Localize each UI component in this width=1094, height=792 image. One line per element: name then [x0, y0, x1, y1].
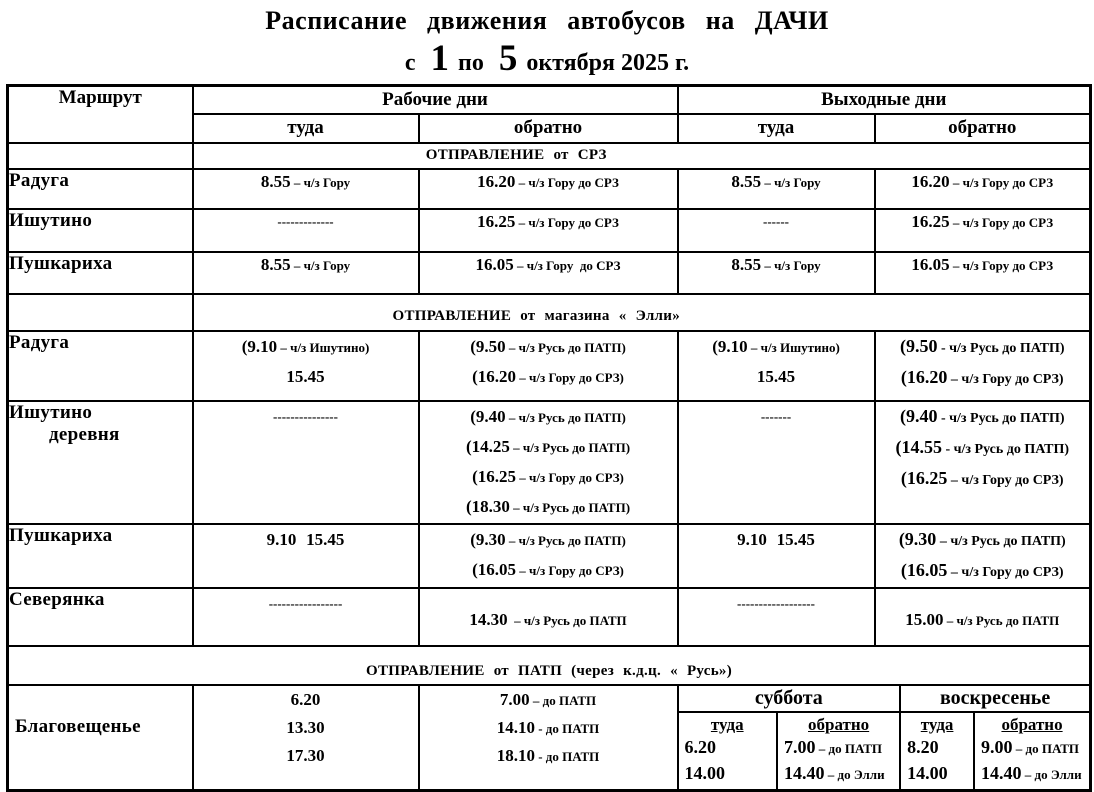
route-name-cell: [8, 252, 193, 294]
weekend-time-cell: 14.00: [900, 763, 974, 789]
weekend-time-cell: 14.00: [679, 763, 778, 789]
schedule-line: 8.55 – ч/з Гору: [731, 171, 821, 191]
weekend-days-row: [679, 686, 1090, 712]
col-header-workdays-back: обратно: [419, 114, 678, 143]
schedule-row: [8, 401, 1091, 524]
weekend-time-cell: 14.40 – до Элли: [981, 762, 1082, 783]
schedule-line: 14.10 - до ПАТП: [496, 717, 600, 737]
weekend-time-cell: 6.20: [679, 737, 778, 763]
route-name-cell: [8, 524, 193, 588]
section-title: ОТПРАВЛЕНИЕ от СРЗ: [193, 143, 1091, 169]
schedule-line: (14.55 - ч/з Русь до ПАТП): [895, 436, 1070, 457]
schedule-row: [8, 169, 1091, 209]
schedule-line: 15.00 – ч/з Русь до ПАТП: [905, 609, 1060, 629]
schedule-row: [8, 524, 1091, 588]
time-cell: [419, 252, 678, 294]
schedule-line: 8.55 – ч/з Гору: [731, 254, 821, 274]
route-name: Благовещенье: [15, 715, 141, 737]
weekend-times-row: [679, 763, 1090, 789]
weekend-subtable-cell: [678, 685, 1091, 791]
time-cell: [193, 524, 419, 588]
weekend-time-cell: 8.20: [900, 737, 974, 763]
route-name: Ишутино: [9, 401, 93, 423]
weekend-time-cell: 7.00 – до ПАТП: [777, 737, 900, 763]
schedule-line: -------: [760, 408, 792, 424]
schedule-line: 9.10 15.45: [266, 529, 345, 549]
time-cell: [419, 524, 678, 588]
sunday-back-header: обратно: [1001, 714, 1063, 734]
subtitle-mid: по: [458, 50, 484, 76]
section-title-spacer: [8, 294, 193, 331]
schedule-line: 17.30: [286, 745, 325, 765]
schedule-line: (9.10 – ч/з Ишутино): [241, 336, 370, 356]
schedule-line: 16.25 – ч/з Гору до СРЗ: [911, 211, 1054, 231]
subtitle-day-to: 5: [498, 38, 518, 79]
time-cell: [875, 588, 1091, 646]
schedule-line: 15.45: [756, 366, 796, 386]
schedule-line: 16.20 – ч/з Гору до СРЗ: [911, 171, 1054, 191]
time-cell: [875, 252, 1091, 294]
schedule-line: (16.25 – ч/з Гору до СРЗ): [472, 466, 624, 486]
schedule-line: 14.30 – ч/з Русь до ПАТП: [469, 609, 627, 629]
time-cell: [678, 401, 875, 524]
col-header-workdays: Рабочие дни: [193, 86, 678, 114]
time-cell: [678, 252, 875, 294]
schedule-row: [8, 588, 1091, 646]
weekend-direction-row: [679, 712, 1090, 737]
time-cell: [193, 209, 419, 252]
route-name-cell: [8, 331, 193, 401]
weekend-subtable: [679, 686, 1090, 789]
time-cell: [678, 524, 875, 588]
col-header-workdays-there: туда: [193, 114, 419, 143]
schedule-line: (9.30 – ч/з Русь до ПАТП): [470, 529, 626, 549]
section-title-spacer: [8, 143, 193, 169]
col-header-weekends-there: туда: [678, 114, 875, 143]
schedule-line: 15.45: [286, 366, 325, 386]
schedule-line: 9.10 15.45: [737, 529, 815, 549]
route-name-cell: [8, 685, 193, 791]
schedule-line: (18.30 – ч/з Русь до ПАТП): [465, 496, 631, 516]
schedule-line: (16.05 – ч/з Гору до СРЗ): [472, 559, 624, 579]
schedule-line: (16.25 – ч/з Гору до СРЗ): [900, 467, 1064, 488]
schedule-row: [8, 252, 1091, 294]
saturday-header: суббота: [679, 686, 901, 712]
table-header-row-1: [8, 86, 1091, 114]
schedule-row: [8, 685, 1091, 791]
page-title: Расписание движения автобусов на ДАЧИ: [265, 6, 829, 35]
subtitle-day-from: 1: [430, 38, 449, 79]
schedule-row: [8, 331, 1091, 401]
section-header-row: [8, 294, 1091, 331]
time-cell: [193, 252, 419, 294]
schedule-line: 18.10 - до ПАТП: [496, 745, 600, 765]
saturday-back-header: обратно: [777, 712, 900, 737]
schedule-line: 7.00 – до ПАТП: [499, 689, 597, 709]
time-cell: [678, 331, 875, 401]
time-cell: [875, 524, 1091, 588]
col-header-weekends-back: обратно: [875, 114, 1091, 143]
schedule-line: 16.05 – ч/з Гору до СРЗ: [911, 254, 1054, 274]
weekend-time-cell: 9.00 – до ПАТП: [981, 736, 1080, 757]
time-cell: [193, 169, 419, 209]
schedule-line: (14.25 – ч/з Русь до ПАТП): [465, 436, 631, 456]
schedule-line: (9.40 - ч/з Русь до ПАТП): [899, 405, 1065, 426]
section-title: ОТПРАВЛЕНИЕ от магазина « Элли»: [193, 294, 1091, 331]
section-header-row: [8, 143, 1091, 169]
schedule-line: ------------------: [737, 595, 815, 611]
schedule-line: (16.20 – ч/з Гору до СРЗ): [900, 366, 1064, 387]
time-cell: [419, 209, 678, 252]
route-name: Радуга: [9, 331, 70, 353]
schedule-line: (9.40 – ч/з Русь до ПАТП): [470, 406, 626, 426]
time-cell: [875, 401, 1091, 524]
col-header-weekends: Выходные дни: [678, 86, 1091, 114]
schedule-line: 13.30: [286, 717, 325, 737]
sunday-there-header: туда: [900, 712, 974, 737]
section-header-row: [8, 646, 1091, 685]
route-name: Пушкариха: [9, 252, 113, 274]
time-cell: [875, 209, 1091, 252]
schedule-line: -----------------: [268, 595, 343, 611]
route-name-cell: [8, 169, 193, 209]
schedule-line: (16.20 – ч/з Гору до СРЗ): [472, 366, 624, 386]
time-cell: [875, 169, 1091, 209]
col-header-route: Маршрут: [8, 86, 193, 143]
schedule-line: (9.30 – ч/з Русь до ПАТП): [898, 528, 1066, 549]
route-name: Ишутино: [9, 209, 93, 231]
time-cell: [419, 331, 678, 401]
time-cell: [193, 685, 419, 791]
route-name: Северянка: [9, 588, 105, 610]
route-name-cell: [8, 588, 193, 646]
time-cell: [419, 588, 678, 646]
time-cell: [678, 588, 875, 646]
sunday-header: воскресенье: [900, 686, 1089, 712]
page-subtitle: [0, 37, 1094, 80]
time-cell: [419, 685, 678, 791]
time-cell: [193, 588, 419, 646]
schedule-line: (9.50 - ч/з Русь до ПАТП): [899, 335, 1065, 356]
schedule-table: [6, 84, 1092, 792]
schedule-line: (9.10 – ч/з Ишутино): [712, 336, 840, 356]
section-title: ОТПРАВЛЕНИЕ от ПАТП (через к.д.ц. « Русь»): [8, 646, 1091, 685]
schedule-line: 16.20 – ч/з Гору до СРЗ: [477, 171, 619, 191]
schedule-row: [8, 209, 1091, 252]
time-cell: [193, 331, 419, 401]
subtitle-suffix: октября 2025 г.: [526, 50, 690, 76]
time-cell: [193, 401, 419, 524]
schedule-line: 8.55 – ч/з Гору: [260, 171, 351, 191]
time-cell: [678, 209, 875, 252]
time-cell: [678, 169, 875, 209]
weekend-time-cell: 14.40 – до Элли: [777, 763, 900, 789]
schedule-line: 16.25 – ч/з Гору до СРЗ: [477, 211, 619, 231]
time-cell: [875, 331, 1091, 401]
time-cell: [419, 401, 678, 524]
saturday-there-header: туда: [679, 712, 778, 737]
route-name-cell: [8, 401, 193, 524]
schedule-line: (9.50 – ч/з Русь до ПАТП): [470, 336, 626, 356]
schedule-line: 6.20: [290, 689, 321, 709]
weekend-times-row: [679, 737, 1090, 763]
time-cell: [419, 169, 678, 209]
schedule-line: 8.55 – ч/з Гору: [260, 254, 351, 274]
subtitle-prefix: с: [404, 50, 416, 76]
schedule-line: ------: [763, 213, 789, 229]
route-name-cell: [8, 209, 193, 252]
schedule-line: ---------------: [273, 408, 338, 424]
schedule-line: 16.05 – ч/з Гору до СРЗ: [475, 254, 621, 274]
route-name: деревня: [49, 423, 120, 445]
schedule-line: -------------: [277, 213, 334, 229]
route-name: Радуга: [9, 169, 70, 191]
schedule-line: (16.05 – ч/з Гору до СРЗ): [900, 559, 1064, 580]
route-name: Пушкариха: [9, 524, 113, 546]
